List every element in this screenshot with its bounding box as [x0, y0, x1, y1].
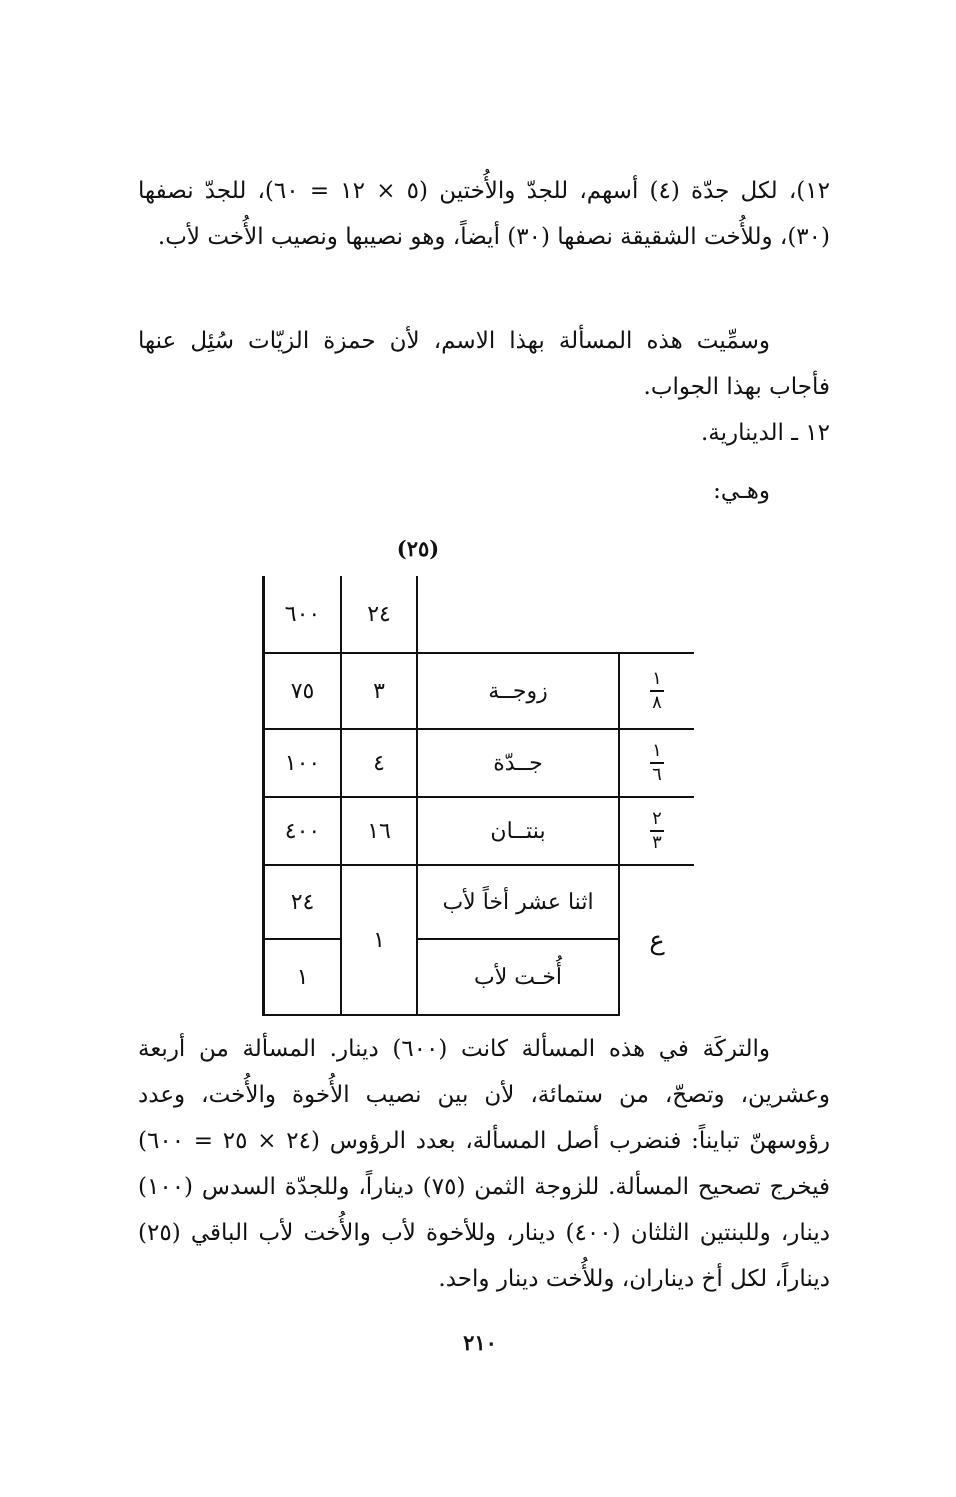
row1-base: ٣ [373, 678, 385, 704]
row1-share-denominator: ٨ [652, 691, 662, 713]
row3-share-denominator: ٣ [652, 831, 662, 853]
header-total: ٦٠٠ [284, 601, 321, 627]
row3-share [620, 798, 694, 864]
row1-heir: زوجــة [488, 678, 548, 704]
row2-share [620, 730, 694, 796]
row2-heir: جــدّة [493, 750, 543, 776]
row2-share-denominator: ٦ [652, 763, 662, 785]
residual-row2-heir: أُخـت لأب [474, 964, 563, 990]
section-heading: ١٢ ـ الدينارية. [700, 420, 830, 446]
row3-total: ٤٠٠ [284, 818, 321, 844]
row2-base: ٤ [373, 750, 385, 776]
problem-number: (٢٥) [396, 536, 440, 561]
row3-base: ١٦ [367, 818, 391, 844]
row1-share [620, 654, 694, 728]
page-number: ٢١٠ [463, 1330, 497, 1355]
header-base: ٢٤ [367, 601, 391, 627]
residual-row1-total: ٢٤ [290, 889, 315, 915]
paragraph-1: ١٢)، لكل جدّة (٤) أسهم، للجدّ والأُختين (٥ × ١٢ = ٦٠)، للجدّ نصفها (٣٠)، وللأُخت الشقيقة نصفها (٣٠) أيضاً، وهو نصيبها ونصيب الأُخت لأب. [138, 178, 830, 250]
row1-total: ٧٥ [290, 678, 315, 704]
residual-row2-total: ١ [296, 964, 309, 990]
residual-base: ١ [373, 927, 385, 953]
paragraph-3: والتركَة في هذه المسألة كانت (٦٠٠) دينار. المسألة من أربعة وعشرين، وتصحّ، من ستمائة، لأن بين نصيب الأُخوة والأُخت، وعدد رؤوسهنّ تبايناً: فنضرب أصل المسألة، بعدد الرؤوس (٢٤ × ٢٥ = ٦٠٠) فيخرج تصحيح المسألة. للزوجة الثمن (٧٥) ديناراً، وللجدّة السدس (١٠٠) دينار، وللبنتين الثلثان (٤٠٠) دينار، وللأخوة لأب والأُخت لأب الباقي (٢٥) ديناراً، لكل أخ ديناران، وللأُخت دينار واحد. [138, 1036, 830, 1292]
row2-total: ١٠٠ [284, 750, 321, 776]
residual-share: ع [649, 926, 665, 956]
row3-share-numerator: ٢ [652, 808, 662, 830]
residual-row1-heir: اثنا عشر أخاً لأب [442, 889, 594, 915]
paragraph-2: وسمِّيت هذه المسألة بهذا الاسم، لأن حمزة الزيّات سُئِل عنها فأجاب بهذا الجواب. [138, 328, 830, 400]
intro-text: وهـي: [713, 478, 770, 504]
row3-heir: بنتــان [490, 818, 546, 844]
inheritance-table [262, 576, 694, 1016]
row1-share-numerator: ١ [652, 668, 662, 690]
row2-share-numerator: ١ [652, 740, 662, 762]
